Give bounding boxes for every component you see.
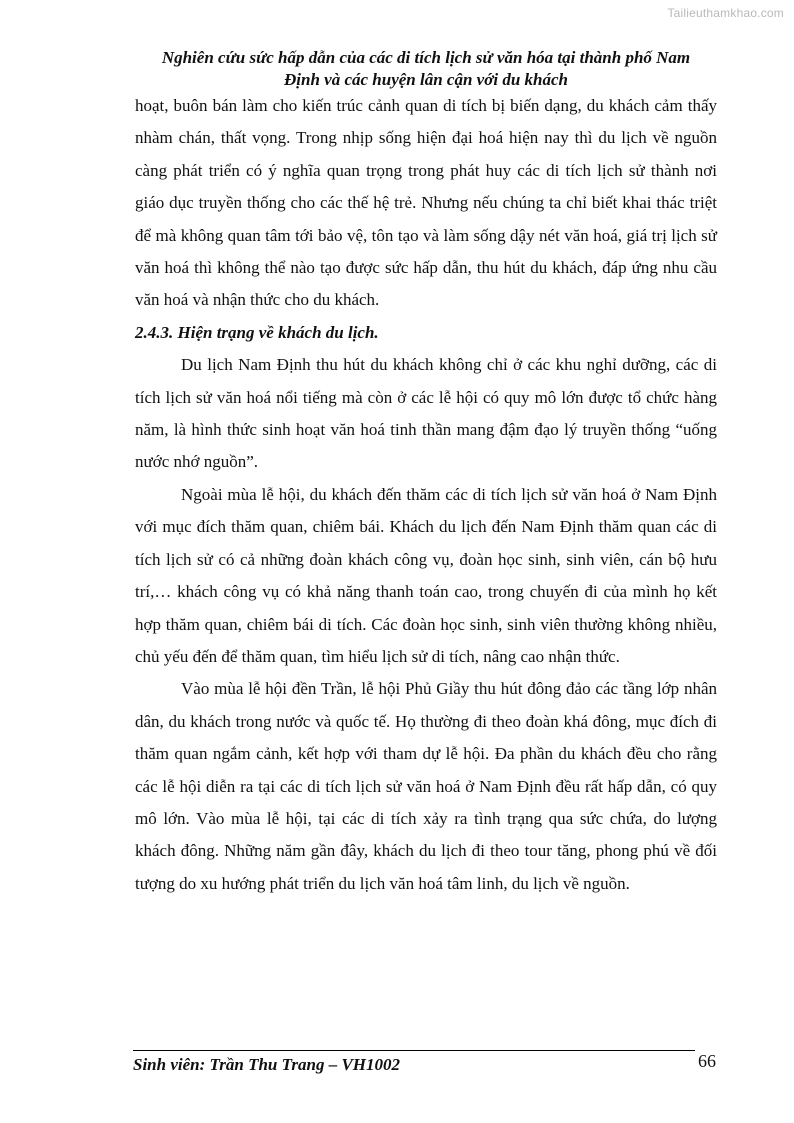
page-number: 66 — [698, 1051, 716, 1071]
paragraph-off-season: Ngoài mùa lễ hội, du khách đến thăm các di tích lịch sử văn hoá ở Nam Định với mục đích thăm quan, chiêm bái. Khách du lịch đến Nam Định thăm quan các di tích lịch sử có cả những đoàn khách công vụ, đoàn học sinh, sinh viên, cán bộ hưu trí,… khách công vụ có khả năng thanh toán cao, trong chuyến đi của mình họ kết hợp thăm quan, chiêm bái di tích. Các đoàn học sinh, sinh viên thường không nhiều, chủ yếu đến để thăm quan, tìm hiểu lịch sử di tích, nâng cao nhận thức. — [135, 484, 717, 666]
header-title-line-1: Nghiên cứu sức hấp dẫn của các di tích lịch sử văn hóa tại thành phố Nam — [161, 48, 691, 67]
footer-student-name: Sinh viên: Trần Thu Trang – VH1002 — [133, 1055, 401, 1074]
running-header — [120, 47, 732, 91]
paragraph-tourist-attraction: Du lịch Nam Định thu hút du khách không chỉ ở các khu nghỉ dưỡng, các di tích lịch sử văn hoá nổi tiếng mà còn ở các lễ hội có quy mô lớn được tổ chức hàng năm, là hình thức sinh hoạt văn hoá tinh thần mang đậm đạo lý truyền thống “uống nước nhớ nguồn”. — [135, 355, 717, 472]
document-body — [135, 90, 717, 900]
paragraph-continued: hoạt, buôn bán làm cho kiến trúc cảnh quan di tích bị biến dạng, du khách cảm thấy nhàm chán, thất vọng. Trong nhịp sống hiện đại hoá hiện nay thì du lịch về nguồn càng phát triển có ý nghĩa quan trọng trong phát huy các di tích lịch sử thành nơi giáo dục truyền thống cho các thế hệ trẻ. Nhưng nếu chúng ta chỉ biết khai thác triệt để mà không quan tâm tới bảo vệ, tôn tạo và làm sống dậy nét văn hoá, giá trị lịch sử văn hoá thì không thể nào tạo được sức hấp dẫn, thu hút du khách, đáp ứng nhu cầu văn hoá và nhận thức cho du khách. — [135, 96, 717, 310]
footer-divider — [133, 1050, 695, 1051]
header-title-line-2: Định và các huyện lân cận với du khách — [284, 70, 568, 89]
paragraph-festival-season: Vào mùa lễ hội đền Trần, lễ hội Phủ Giầy thu hút đông đảo các tầng lớp nhân dân, du khách trong nước và quốc tế. Họ thường đi theo đoàn khá đông, mục đích đi thăm quan ngắm cảnh, kết hợp với tham dự lễ hội. Đa phần du khách đều cho rằng các lễ hội diễn ra tại các di tích lịch sử văn hoá ở Nam Định đều rất hấp dẫn, có quy mô lớn. Vào mùa lễ hội, tại các di tích xảy ra tình trạng qua sức chứa, do lượng khách đông. Những năm gần đây, khách du lịch đi theo tour tăng, phong phú về đối tượng do xu hướng phát triển du lịch văn hoá tâm linh, du lịch về nguồn. — [135, 679, 717, 893]
watermark: Tailieuthamkhao.com — [667, 6, 784, 20]
section-heading: 2.4.3. Hiện trạng về khách du lịch. — [135, 322, 379, 342]
